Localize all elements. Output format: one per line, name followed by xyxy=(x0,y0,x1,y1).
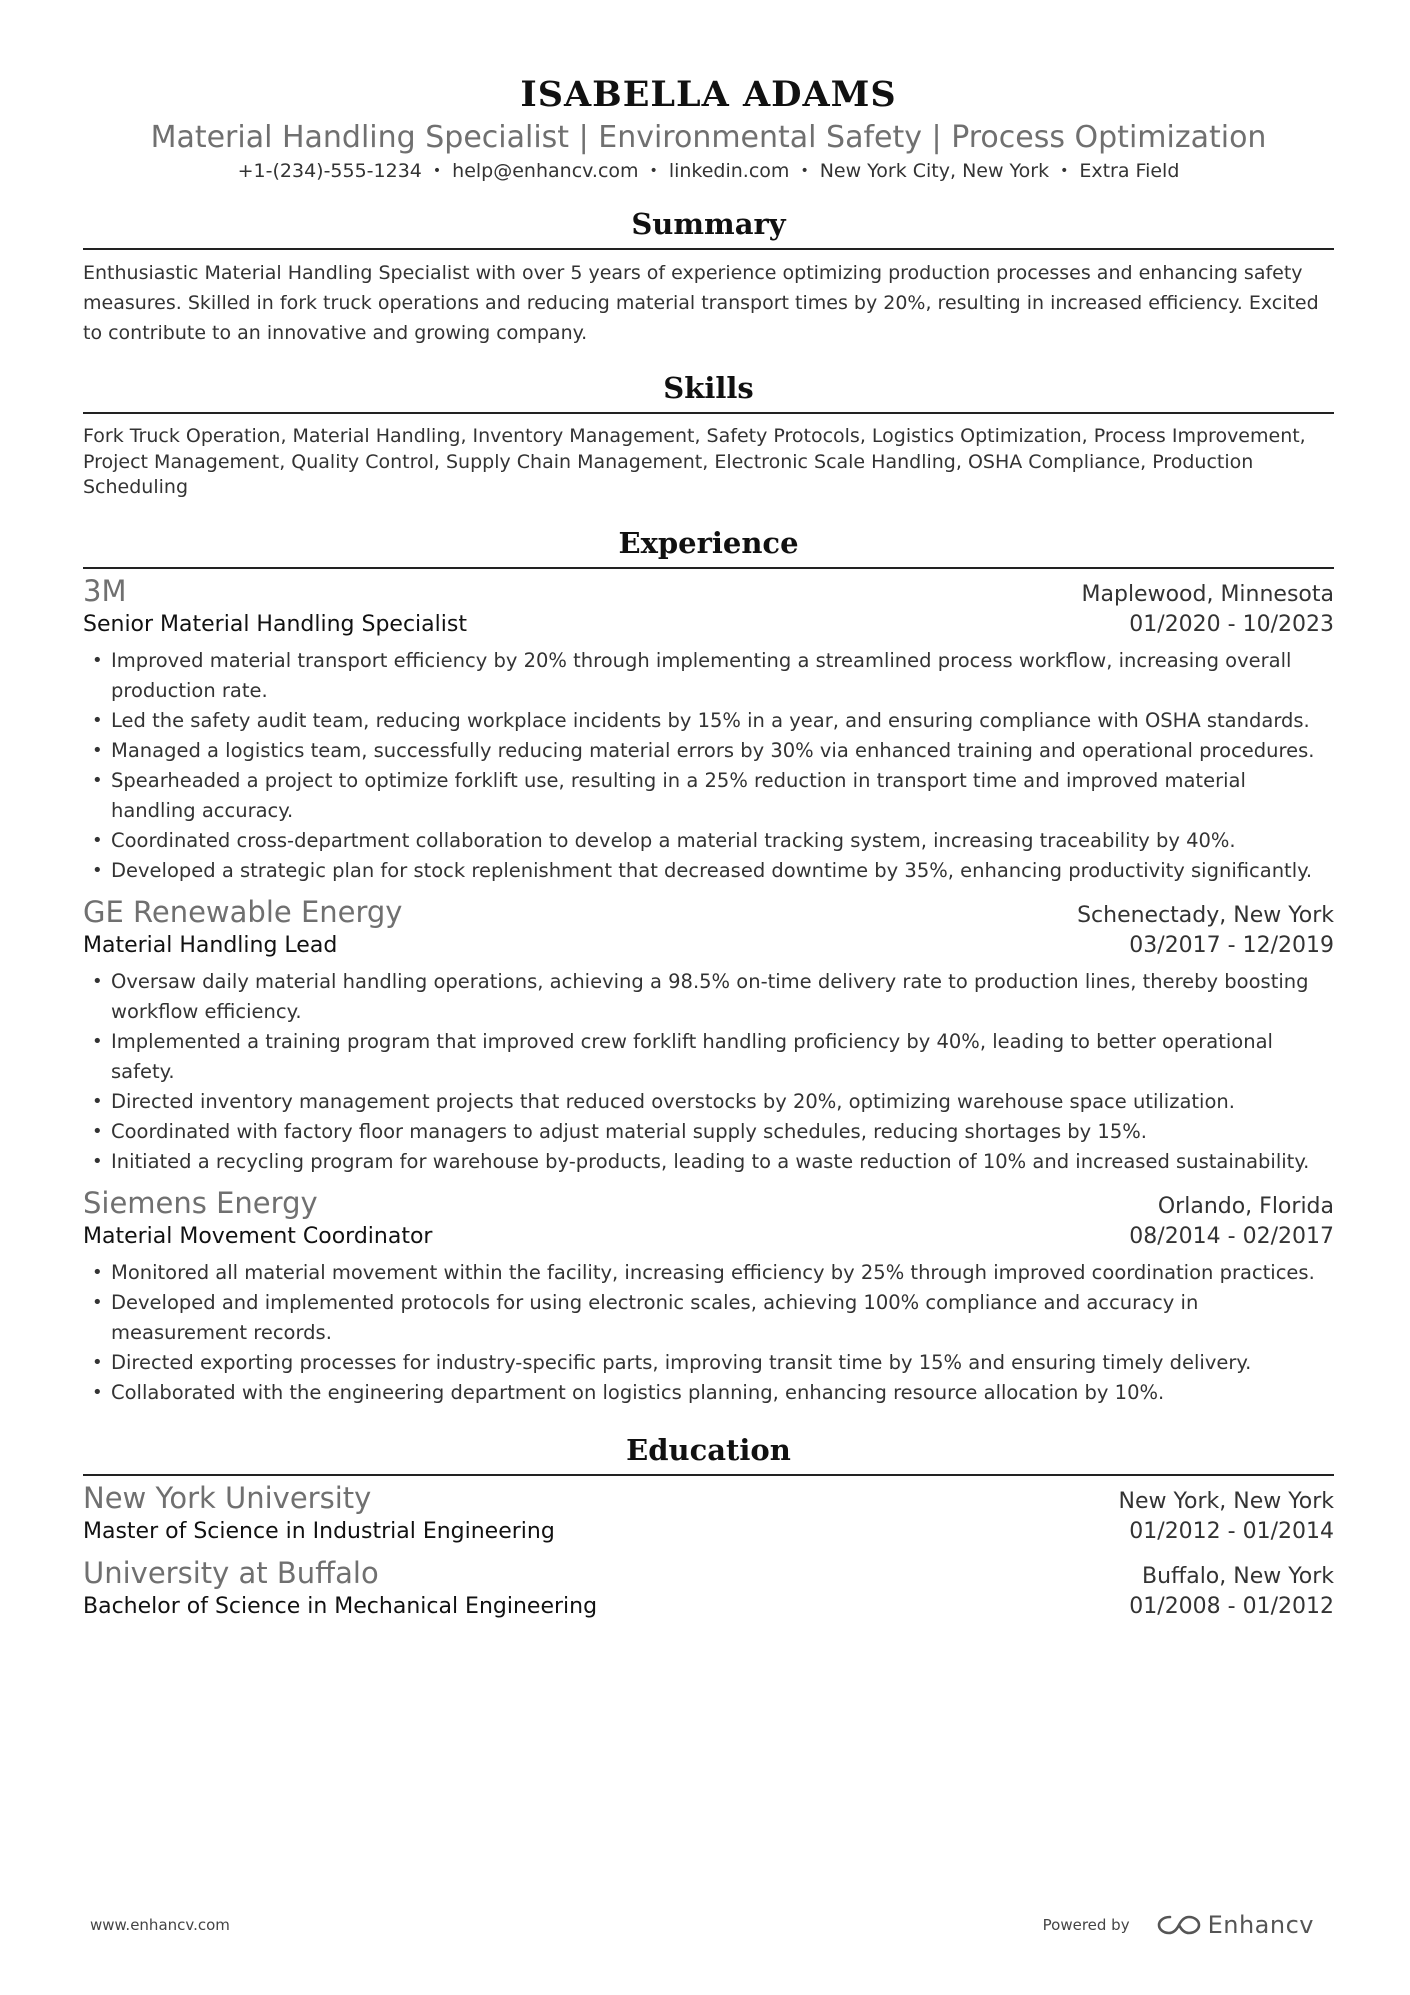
summary-text: Enthusiastic Material Handling Specialist with over 5 years of experience optimizing production processes and enhancing safety measures. Skilled in fork truck operations and reducing material transport times by 20%, resulting in increased efficiency. Excited to contribute to an innovative and growing company. xyxy=(83,262,1319,344)
job-dates: 03/2017 - 12/2019 xyxy=(1129,932,1334,958)
achievement-item: • Improved material transport efficiency by 20% through implementing a streamlined process workflow, increasing overall production rate. xyxy=(83,646,1334,706)
candidate-name: ISABELLA ADAMS xyxy=(520,74,897,115)
achievement-list xyxy=(83,967,1334,1177)
achievement-item: • Implemented a training program that improved crew forklift handling proficiency by 40%, leading to better operational safety. xyxy=(83,1027,1334,1087)
achievement-item: • Collaborated with the engineering department on logistics planning, enhancing resource allocation by 10%. xyxy=(83,1378,1334,1408)
achievement-item: • Led the safety audit team, reducing workplace incidents by 15% in a year, and ensuring compliance with OSHA standards. xyxy=(83,706,1334,736)
section-divider xyxy=(83,412,1334,414)
achievement-item: • Coordinated cross-department collaboration to develop a material tracking system, increasing traceability by 40%. xyxy=(83,826,1334,856)
company-location: Schenectady, New York xyxy=(1077,902,1334,928)
footer-branding xyxy=(1043,1911,1314,1939)
enhancv-logo[interactable] xyxy=(1156,1911,1314,1939)
achievement-item: • Developed and implemented protocols for using electronic scales, achieving 100% compliance and accuracy in measurement records. xyxy=(83,1288,1334,1348)
entry-header-row xyxy=(83,573,1334,610)
achievement-list xyxy=(83,1258,1334,1408)
school-name: University at Buffalo xyxy=(83,1555,379,1590)
contact-extra: Extra Field xyxy=(1079,160,1180,182)
job-title: Material Movement Coordinator xyxy=(83,1223,433,1249)
company-location: Orlando, Florida xyxy=(1157,1193,1334,1219)
company-name: GE Renewable Energy xyxy=(83,894,403,929)
school-location: Buffalo, New York xyxy=(1142,1563,1334,1589)
achievement-item: • Developed a strategic plan for stock replenishment that decreased downtime by 35%, enhancing productivity significantly. xyxy=(83,856,1334,886)
contact-linkedin[interactable]: linkedin.com xyxy=(668,160,790,182)
separator-dot: • xyxy=(432,163,442,179)
entry-degree-row xyxy=(83,1592,1334,1622)
resume-page xyxy=(83,0,1334,1622)
company-name: Siemens Energy xyxy=(83,1185,318,1220)
job-dates: 08/2014 - 02/2017 xyxy=(1129,1223,1334,1249)
page-footer xyxy=(90,1910,1314,1940)
skills-text: Fork Truck Operation, Material Handling, Inventory Management, Safety Protocols, Logistics Optimization, Process Improvement, Project Management, Quality Control, Supply Chain Management, Electronic Scale Handling, OSHA Compliance, Production Scheduling xyxy=(83,425,1306,498)
entry-header-row xyxy=(83,1480,1334,1517)
experience-entry xyxy=(83,573,1334,886)
job-title: Senior Material Handling Specialist xyxy=(83,611,467,637)
experience-section xyxy=(83,523,1334,1408)
education-section xyxy=(83,1430,1334,1622)
education-entry xyxy=(83,1480,1334,1547)
achievement-item: • Initiated a recycling program for warehouse by-products, leading to a waste reduction of 10% and increased sustainability. xyxy=(83,1147,1334,1177)
section-heading: Skills xyxy=(663,371,754,405)
separator-dot: • xyxy=(1060,163,1069,179)
section-heading: Education xyxy=(626,1432,791,1467)
skills-section xyxy=(83,368,1334,501)
entry-header-row xyxy=(83,1555,1334,1592)
entry-role-row xyxy=(83,931,1334,961)
experience-entry xyxy=(83,894,1334,1177)
section-heading: Summary xyxy=(631,207,786,241)
section-divider xyxy=(83,248,1334,250)
separator-dot: • xyxy=(649,163,658,179)
contact-location: New York City, New York xyxy=(819,160,1050,182)
footer-website-link[interactable]: www.enhancv.com xyxy=(90,1916,230,1934)
contact-line xyxy=(83,158,1334,184)
school-location: New York, New York xyxy=(1118,1488,1334,1514)
section-divider xyxy=(83,567,1334,569)
degree-name: Master of Science in Industrial Engineering xyxy=(83,1518,555,1544)
achievement-item: • Managed a logistics team, successfully reducing material errors by 30% via enhanced training and operational procedures. xyxy=(83,736,1334,766)
summary-section xyxy=(83,204,1334,348)
achievement-item: • Monitored all material movement within the facility, increasing efficiency by 25% through improved coordination practices. xyxy=(83,1258,1334,1288)
entry-header-row xyxy=(83,1185,1334,1222)
education-entry xyxy=(83,1555,1334,1622)
achievement-list xyxy=(83,646,1334,886)
contact-email[interactable]: help@enhancv.com xyxy=(452,160,639,182)
entry-role-row xyxy=(83,610,1334,640)
resume-header xyxy=(83,0,1334,184)
enhancv-logo-icon xyxy=(1156,1913,1202,1937)
separator-dot: • xyxy=(800,163,809,179)
job-dates: 01/2020 - 10/2023 xyxy=(1129,611,1334,637)
achievement-item: • Coordinated with factory floor managers to adjust material supply schedules, reducing shortages by 15%. xyxy=(83,1117,1334,1147)
degree-dates: 01/2008 - 01/2012 xyxy=(1129,1593,1334,1619)
achievement-item: • Spearheaded a project to optimize forklift use, resulting in a 25% reduction in transport time and improved material handling accuracy. xyxy=(83,766,1334,826)
powered-by-label: Powered by xyxy=(1042,1916,1130,1934)
entry-role-row xyxy=(83,1222,1334,1252)
candidate-title: Material Handling Specialist | Environmental Safety | Process Optimization xyxy=(150,120,1267,155)
degree-name: Bachelor of Science in Mechanical Engineering xyxy=(83,1593,598,1619)
job-title: Material Handling Lead xyxy=(83,932,338,958)
achievement-item: • Directed inventory management projects that reduced overstocks by 20%, optimizing warehouse space utilization. xyxy=(83,1087,1334,1117)
degree-dates: 01/2012 - 01/2014 xyxy=(1129,1518,1334,1544)
enhancv-logo-text: Enhancv xyxy=(1207,1911,1314,1939)
section-heading: Experience xyxy=(618,525,799,560)
section-divider xyxy=(83,1474,1334,1476)
achievement-item: • Directed exporting processes for industry-specific parts, improving transit time by 15% and ensuring timely delivery. xyxy=(83,1348,1334,1378)
experience-entry xyxy=(83,1185,1334,1408)
company-location: Maplewood, Minnesota xyxy=(1081,581,1334,607)
entry-header-row xyxy=(83,894,1334,931)
company-name: 3M xyxy=(83,573,127,608)
contact-phone: +1-(234)-555-1234 xyxy=(237,160,422,182)
entry-degree-row xyxy=(83,1517,1334,1547)
school-name: New York University xyxy=(83,1480,372,1515)
achievement-item: • Oversaw daily material handling operations, achieving a 98.5% on-time delivery rate to production lines, thereby boosting workflow efficiency. xyxy=(83,967,1334,1027)
